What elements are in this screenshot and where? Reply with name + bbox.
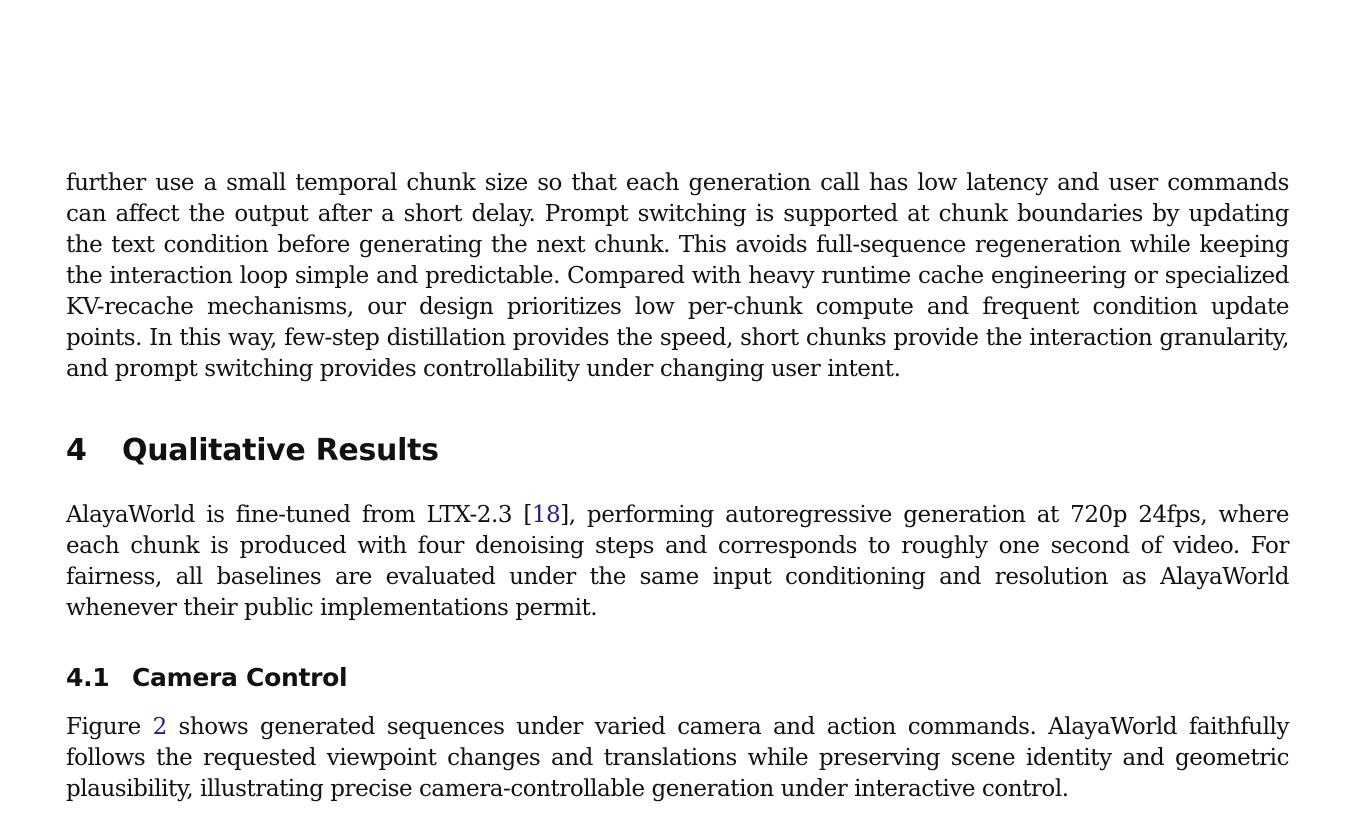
figure-link[interactable]: 2 [152,714,167,740]
subsection-paragraph [66,712,1289,805]
section-title: Qualitative Results [122,433,439,468]
section-paragraph [66,500,1289,624]
citation-link[interactable]: 18 [531,502,561,528]
paragraph-continued: further use a small temporal chunk size so that each generation call has low latency and user commands can affect the output after a short delay. Prompt switching is supported at chunk boundaries by updating the text condition before generating the next chunk. This avoids full-sequence regeneration while keeping the interaction loop simple and predictable. Compared with heavy runtime cache engineering or specialized KV-recache mechanisms, our design prioritizes low per-chunk compute and frequent condition update points. In this way, few-step distillation provides the speed, short chunks provide the interaction granularity, and prompt switching provides controllability under changing user intent. [66,170,1289,382]
subsection-paragraph-text-after: shows generated sequences under varied camera and action commands. AlayaWorld faithfully follows the requested viewpoint changes and translations while preserving scene identity and geometric plausibility, illustrating precise camera-controllable generation under interactive control. [66,714,1289,802]
subsection-title: Camera Control [132,663,348,692]
section-paragraph-text-before: AlayaWorld is fine-tuned from LTX-2.3 [ [66,502,532,528]
subsection-heading [66,663,347,692]
section-paragraph-text-after: ], performing autoregressive generation at 720p 24fps, where each chunk is produced with four denoising steps and corresponds to roughly one second of video. For fairness, all baselines are evaluated under the same input conditioning and resolution as AlayaWorld whenever their public implementations permit. [66,502,1289,621]
section-number: 4 [66,433,87,468]
section-heading [66,433,439,468]
subsection-number: 4.1 [66,663,110,692]
paper-page [66,168,1289,802]
subsection-paragraph-text-before: Figure [66,714,153,740]
